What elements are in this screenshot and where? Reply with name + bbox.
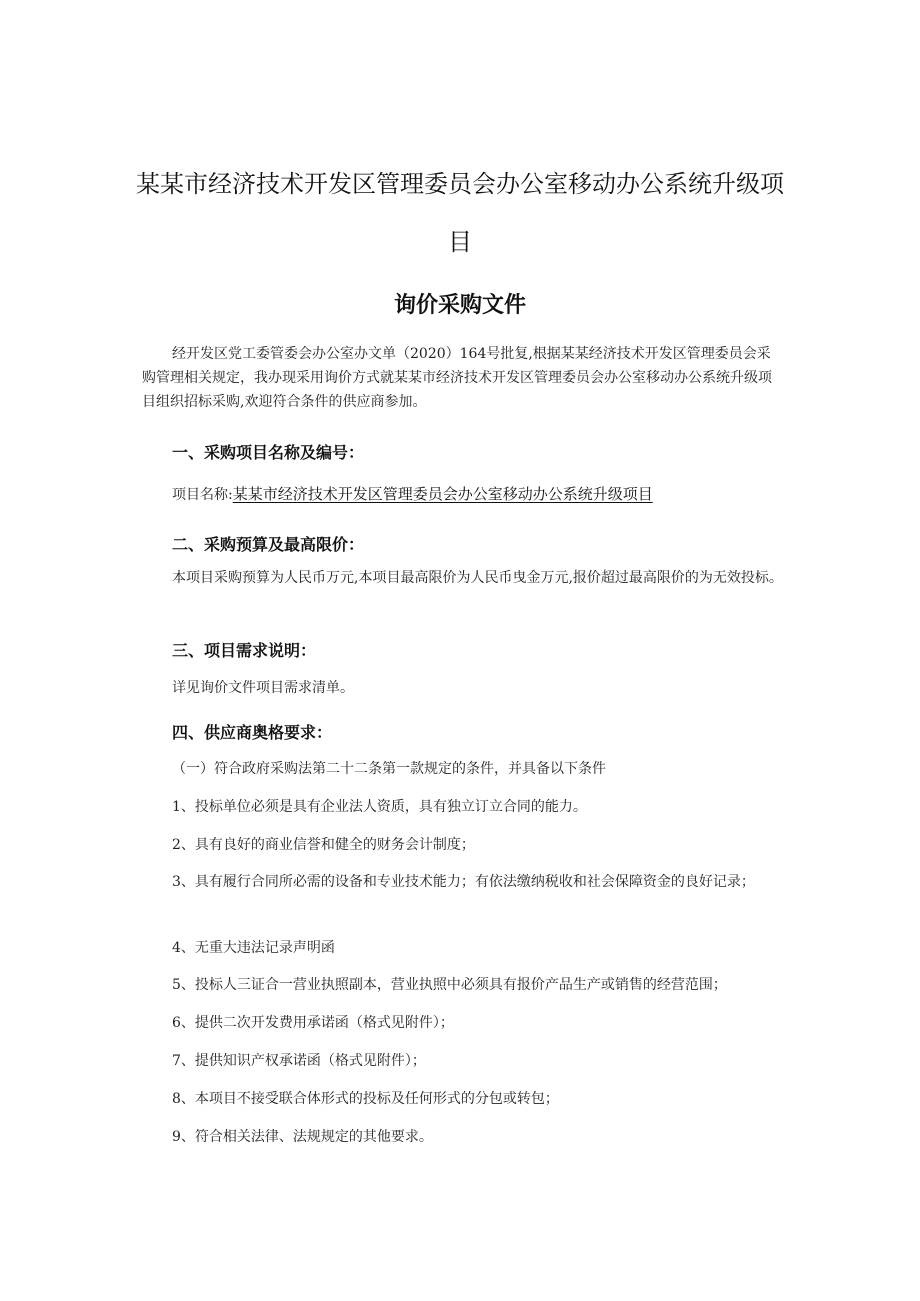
section3-heading: 三、项目需求说明： — [172, 641, 317, 660]
section4-heading: 四、供应商奥格要求： — [172, 723, 333, 742]
qualification-item-3: 3、具有履行合同所必需的设备和专业技术能力；有依法缴纳税收和社会保障资金的良好记录； — [172, 874, 755, 890]
document-subtitle: 询价采购文件 — [393, 293, 526, 318]
project-name-value: 某某市经济技术开发区管理委员会办公室移动办公系统升级项目 — [232, 485, 653, 503]
requirements-paragraph: 详见询价文件项目需求清单。 — [172, 680, 354, 696]
document-title-line1: 某某市经济技术开发区管理委员会办公室移动办公系统升级项 — [136, 170, 784, 198]
project-name-line — [172, 483, 792, 506]
qualification-item-8: 8、本项目不接受联合体形式的投标及任何形式的分包或转包； — [172, 1091, 559, 1107]
qualification-item-7: 7、提供知识产权承诺函（格式见附件）； — [172, 1053, 426, 1069]
section1-heading: 一、采购项目名称及编号： — [172, 443, 365, 462]
qualification-item-5: 5、投标人三证合一营业执照副本，营业执照中必须具有报价产品生产或销售的经营范围； — [172, 977, 727, 993]
qualification-item-2: 2、具有良好的商业信誉和健全的财务会计制度； — [172, 837, 475, 853]
document-title-line2: 目 — [448, 228, 472, 256]
budget-paragraph: 本项目采购预算为人民币万元,本项目最高限价为人民币曳金万元,报价超过最高限价的为无效投标。 — [172, 570, 783, 586]
qualification-item-9: 9、符合相关法律、法规规定的其他要求。 — [172, 1129, 433, 1145]
qualification-item-6: 6、提供二次开发费用承诺函（格式见附件）； — [172, 1015, 454, 1031]
qualification-item-1: 1、投标单位必须是具有企业法人资质，具有独立订立合同的能力。 — [172, 799, 587, 815]
qualification-item-4: 4、无重大违法记录声明函 — [172, 940, 335, 956]
section2-heading: 二、采购预算及最高限价： — [172, 535, 365, 554]
intro-paragraph: 经开发区党工委管委会办公室办文单（2020）164号批复,根据某某经济技术开发区管理委员会采购管理相关规定，我办现采用询价方式就某某市经济技术开发区管理委员会办公室移动办公系统升级项目组织招标采购,欢迎符合条件的供应商参加。 — [142, 346, 772, 410]
qualification-intro: （一）符合政府采购法第二十二条第一款规定的条件，并具备以下条件 — [172, 761, 606, 777]
project-name-label: 项目名称: — [172, 487, 233, 503]
